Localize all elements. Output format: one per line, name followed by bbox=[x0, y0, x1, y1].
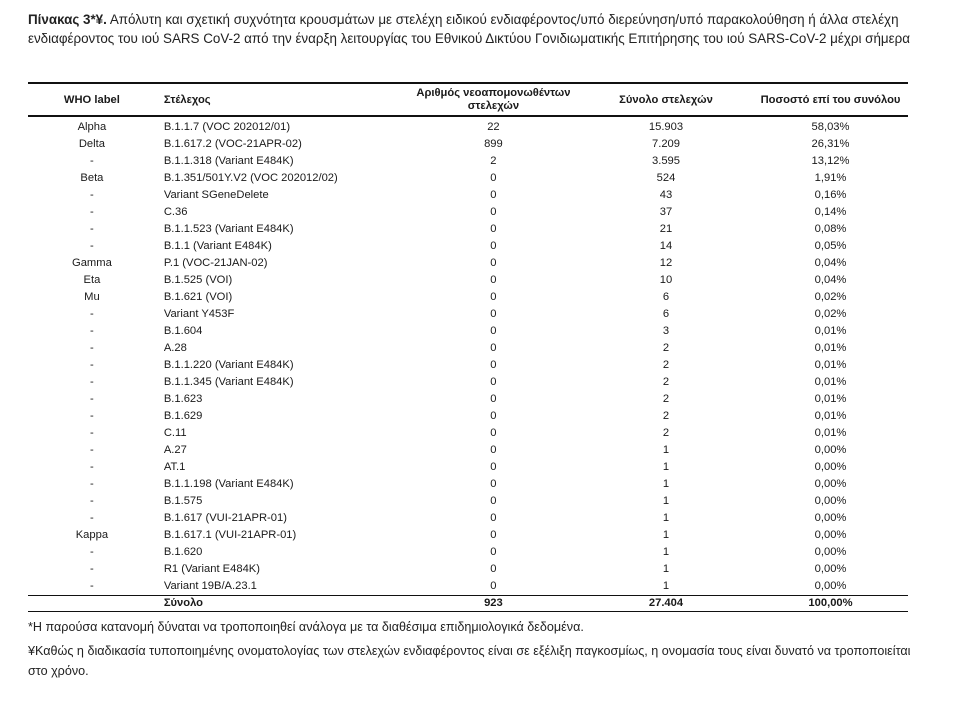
header-new-isolates: Αριθμός νεοαπομονωθέντων στελεχών bbox=[408, 83, 579, 116]
table-row bbox=[28, 425, 908, 442]
cell-new-isolates: 0 bbox=[490, 274, 497, 286]
total-percentage: 100,00% bbox=[753, 596, 908, 612]
cell-total-strains: 1 bbox=[662, 444, 670, 456]
cell-who-label: Kappa bbox=[75, 529, 109, 541]
cell-total-strains: 15.903 bbox=[648, 121, 684, 133]
cell-total-strains: 1 bbox=[662, 478, 670, 490]
cell-new-isolates: 0 bbox=[490, 461, 497, 473]
table-row bbox=[28, 187, 908, 204]
table-row bbox=[28, 306, 908, 323]
cell-who-label: Beta bbox=[80, 172, 104, 184]
cell-strain: B.1.620 bbox=[163, 546, 203, 558]
variants-table bbox=[28, 82, 908, 612]
cell-strain: AT.1 bbox=[163, 461, 186, 473]
cell-new-isolates: 0 bbox=[490, 376, 497, 388]
cell-percentage: 0,01% bbox=[814, 342, 847, 354]
cell-total-strains: 12 bbox=[659, 257, 673, 269]
cell-percentage: 0,00% bbox=[814, 444, 847, 456]
cell-new-isolates: 0 bbox=[490, 410, 497, 422]
total-who-label bbox=[28, 596, 156, 612]
cell-total-strains: 1 bbox=[662, 529, 670, 541]
cell-total-strains: 1 bbox=[662, 512, 670, 524]
table-row bbox=[28, 374, 908, 391]
cell-strain: B.1.617 (VUI-21APR-01) bbox=[163, 512, 287, 524]
cell-percentage: 0,01% bbox=[814, 410, 847, 422]
header-strain: Στέλεχος bbox=[156, 83, 408, 116]
cell-new-isolates: 0 bbox=[490, 257, 497, 269]
cell-new-isolates: 0 bbox=[490, 444, 497, 456]
table-row bbox=[28, 136, 908, 153]
cell-total-strains: 3.595 bbox=[651, 155, 680, 167]
cell-new-isolates: 0 bbox=[490, 189, 497, 201]
cell-strain: B.1.621 (VOI) bbox=[163, 291, 233, 303]
table-row bbox=[28, 238, 908, 255]
cell-new-isolates: 0 bbox=[490, 580, 497, 592]
cell-total-strains: 1 bbox=[662, 546, 670, 558]
table-row bbox=[28, 476, 908, 493]
total-label: Σύνολο bbox=[156, 596, 408, 612]
cell-who-label: - bbox=[90, 223, 94, 235]
table-caption bbox=[28, 10, 933, 48]
cell-strain: B.1.617.2 (VOC-21APR-02) bbox=[163, 138, 302, 150]
cell-who-label: - bbox=[90, 580, 94, 592]
cell-new-isolates: 0 bbox=[490, 512, 497, 524]
table-row bbox=[28, 221, 908, 238]
cell-who-label: - bbox=[90, 410, 94, 422]
table-row bbox=[28, 116, 908, 136]
cell-total-strains: 43 bbox=[659, 189, 673, 201]
header-percentage: Ποσοστό επί του συνόλου bbox=[753, 83, 908, 116]
table-row bbox=[28, 578, 908, 596]
cell-who-label: - bbox=[90, 359, 94, 371]
cell-who-label: - bbox=[90, 512, 94, 524]
cell-new-isolates: 0 bbox=[490, 240, 497, 252]
cell-strain: B.1.575 bbox=[163, 495, 203, 507]
footnote-1: *Η παρούσα κατανομή δύναται να τροποποιηθεί ανάλογα με τα διαθέσιμα επιδημιολογικά δεδομένα. bbox=[28, 620, 584, 634]
cell-total-strains: 1 bbox=[662, 580, 670, 592]
cell-total-strains: 1 bbox=[662, 563, 670, 575]
cell-total-strains: 524 bbox=[656, 172, 676, 184]
total-strains: 27.404 bbox=[579, 596, 753, 612]
cell-new-isolates: 899 bbox=[484, 138, 503, 150]
cell-strain: B.1.617.1 (VUI-21APR-01) bbox=[163, 529, 297, 541]
total-new-isolates: 923 bbox=[408, 596, 579, 612]
cell-total-strains: 2 bbox=[662, 410, 670, 422]
table-row bbox=[28, 289, 908, 306]
cell-strain: A.27 bbox=[163, 444, 187, 456]
table-row bbox=[28, 153, 908, 170]
table-row bbox=[28, 323, 908, 340]
cell-strain: B.1.1.318 (Variant E484K) bbox=[163, 155, 294, 167]
cell-total-strains: 1 bbox=[662, 495, 670, 507]
cell-who-label: - bbox=[90, 240, 94, 252]
cell-total-strains: 6 bbox=[662, 308, 670, 320]
cell-new-isolates: 0 bbox=[490, 427, 497, 439]
cell-strain: Variant SGeneDelete bbox=[163, 189, 269, 201]
cell-total-strains: 3 bbox=[662, 325, 670, 337]
cell-percentage: 0,00% bbox=[814, 512, 847, 524]
cell-new-isolates: 0 bbox=[490, 325, 497, 337]
caption-label: Πίνακας 3*¥. bbox=[28, 12, 107, 27]
cell-new-isolates: 0 bbox=[490, 291, 497, 303]
table-row bbox=[28, 357, 908, 374]
cell-who-label: - bbox=[90, 563, 94, 575]
cell-percentage: 0,02% bbox=[814, 291, 847, 303]
table-row bbox=[28, 391, 908, 408]
cell-percentage: 0,00% bbox=[814, 495, 847, 507]
cell-percentage: 26,31% bbox=[811, 138, 850, 150]
cell-percentage: 0,01% bbox=[814, 427, 847, 439]
table-body bbox=[28, 116, 908, 596]
cell-strain: B.1.1.7 (VOC 202012/01) bbox=[163, 121, 291, 133]
cell-percentage: 0,00% bbox=[814, 563, 847, 575]
cell-total-strains: 14 bbox=[659, 240, 673, 252]
table-row bbox=[28, 272, 908, 289]
cell-strain: R1 (Variant E484K) bbox=[163, 563, 260, 575]
cell-who-label: - bbox=[90, 189, 94, 201]
cell-percentage: 0,02% bbox=[814, 308, 847, 320]
cell-percentage: 0,01% bbox=[814, 325, 847, 337]
cell-total-strains: 6 bbox=[662, 291, 670, 303]
table-row bbox=[28, 493, 908, 510]
cell-percentage: 0,00% bbox=[814, 580, 847, 592]
cell-strain: B.1.525 (VOI) bbox=[163, 274, 233, 286]
table-row bbox=[28, 442, 908, 459]
table-row bbox=[28, 527, 908, 544]
cell-new-isolates: 0 bbox=[490, 172, 497, 184]
cell-strain: B.1.623 bbox=[163, 393, 203, 405]
cell-total-strains: 2 bbox=[662, 376, 670, 388]
cell-percentage: 58,03% bbox=[811, 121, 850, 133]
cell-who-label: - bbox=[90, 444, 94, 456]
cell-new-isolates: 0 bbox=[490, 563, 497, 575]
cell-strain: Variant Y453F bbox=[163, 308, 235, 320]
cell-total-strains: 1 bbox=[662, 461, 670, 473]
cell-new-isolates: 0 bbox=[490, 546, 497, 558]
cell-total-strains: 2 bbox=[662, 393, 670, 405]
table-header-row bbox=[28, 83, 908, 116]
cell-total-strains: 10 bbox=[659, 274, 673, 286]
header-total-strains: Σύνολο στελεχών bbox=[579, 83, 753, 116]
cell-strain: B.1.1.345 (Variant E484K) bbox=[163, 376, 294, 388]
cell-strain: Variant 19B/A.23.1 bbox=[163, 580, 257, 592]
table-row bbox=[28, 561, 908, 578]
cell-strain: B.1.1.198 (Variant E484K) bbox=[163, 478, 294, 490]
cell-strain: P.1 (VOC-21JAN-02) bbox=[163, 257, 268, 269]
cell-percentage: 0,01% bbox=[814, 393, 847, 405]
cell-percentage: 0,05% bbox=[814, 240, 847, 252]
cell-who-label: - bbox=[90, 155, 94, 167]
table-row bbox=[28, 544, 908, 561]
cell-who-label: - bbox=[90, 427, 94, 439]
cell-percentage: 0,00% bbox=[814, 461, 847, 473]
cell-percentage: 13,12% bbox=[811, 155, 850, 167]
cell-percentage: 0,00% bbox=[814, 546, 847, 558]
cell-new-isolates: 0 bbox=[490, 478, 497, 490]
cell-new-isolates: 2 bbox=[490, 155, 497, 167]
table-row bbox=[28, 255, 908, 272]
cell-strain: C.11 bbox=[163, 427, 187, 439]
cell-new-isolates: 22 bbox=[487, 121, 500, 133]
cell-who-label: Alpha bbox=[77, 121, 107, 133]
cell-new-isolates: 0 bbox=[490, 529, 497, 541]
cell-who-label: - bbox=[90, 325, 94, 337]
table-row bbox=[28, 408, 908, 425]
table-row bbox=[28, 170, 908, 187]
cell-new-isolates: 0 bbox=[490, 308, 497, 320]
cell-who-label: Eta bbox=[83, 274, 101, 286]
cell-new-isolates: 0 bbox=[490, 342, 497, 354]
cell-total-strains: 7.209 bbox=[651, 138, 680, 150]
cell-new-isolates: 0 bbox=[490, 495, 497, 507]
cell-who-label: - bbox=[90, 546, 94, 558]
cell-percentage: 0,04% bbox=[814, 257, 847, 269]
cell-percentage: 0,16% bbox=[814, 189, 847, 201]
cell-new-isolates: 0 bbox=[490, 206, 497, 218]
cell-new-isolates: 0 bbox=[490, 223, 497, 235]
cell-new-isolates: 0 bbox=[490, 393, 497, 405]
cell-who-label: Delta bbox=[78, 138, 105, 150]
cell-strain: B.1.1 (Variant E484K) bbox=[163, 240, 272, 252]
cell-strain: B.1.1.523 (Variant E484K) bbox=[163, 223, 294, 235]
cell-percentage: 0,08% bbox=[814, 223, 847, 235]
cell-total-strains: 2 bbox=[662, 359, 670, 371]
cell-who-label: - bbox=[90, 478, 94, 490]
cell-who-label: - bbox=[90, 308, 94, 320]
footnote-2: ¥Καθώς η διαδικασία τυποποιημένης ονοματολογίας των στελεχών ενδιαφέροντος είναι σε εξέλιξη παγκοσμίως, η ονομασία τους είναι δυνατό να τροποποιείται στο χρόνο. bbox=[28, 644, 911, 678]
cell-total-strains: 2 bbox=[662, 427, 670, 439]
cell-percentage: 0,01% bbox=[814, 359, 847, 371]
cell-new-isolates: 0 bbox=[490, 359, 497, 371]
cell-who-label: - bbox=[90, 393, 94, 405]
cell-strain: A.28 bbox=[163, 342, 187, 354]
caption-text: Απόλυτη και σχετική συχνότητα κρουσμάτων με στελέχη ειδικού ενδιαφέροντος/υπό διερεύνηση/υπό παρακολούθηση ή άλλα στελέχη ενδιαφέροντος του ιού SARS CoV-2 από την έναρξη λειτουργίας του Εθνικού Δικτύου Γονιδιωματικής Επιτήρησης του ιού SARS-CoV-2 μέχρι σήμερα bbox=[28, 12, 910, 46]
cell-who-label: - bbox=[90, 206, 94, 218]
cell-percentage: 0,01% bbox=[814, 376, 847, 388]
cell-total-strains: 2 bbox=[662, 342, 670, 354]
cell-strain: B.1.629 bbox=[163, 410, 203, 422]
cell-percentage: 0,00% bbox=[814, 478, 847, 490]
cell-strain: C.36 bbox=[163, 206, 188, 218]
table-row bbox=[28, 459, 908, 476]
table-total-row bbox=[28, 596, 908, 612]
cell-who-label: - bbox=[90, 495, 94, 507]
cell-percentage: 0,14% bbox=[814, 206, 847, 218]
cell-who-label: - bbox=[90, 342, 94, 354]
cell-who-label: - bbox=[90, 376, 94, 388]
cell-percentage: 1,91% bbox=[814, 172, 847, 184]
cell-total-strains: 37 bbox=[659, 206, 673, 218]
cell-who-label: Gamma bbox=[72, 257, 112, 269]
cell-who-label: - bbox=[90, 461, 94, 473]
cell-percentage: 0,00% bbox=[814, 529, 847, 541]
table-row bbox=[28, 340, 908, 357]
table-row bbox=[28, 510, 908, 527]
table-row bbox=[28, 204, 908, 221]
cell-percentage: 0,04% bbox=[814, 274, 847, 286]
cell-strain: B.1.604 bbox=[163, 325, 203, 337]
cell-strain: B.1.1.220 (Variant E484K) bbox=[163, 359, 294, 371]
cell-strain: B.1.351/501Y.V2 (VOC 202012/02) bbox=[163, 172, 338, 184]
cell-total-strains: 21 bbox=[659, 223, 673, 235]
cell-who-label: Mu bbox=[84, 291, 100, 303]
header-who-label: WHO label bbox=[28, 83, 156, 116]
